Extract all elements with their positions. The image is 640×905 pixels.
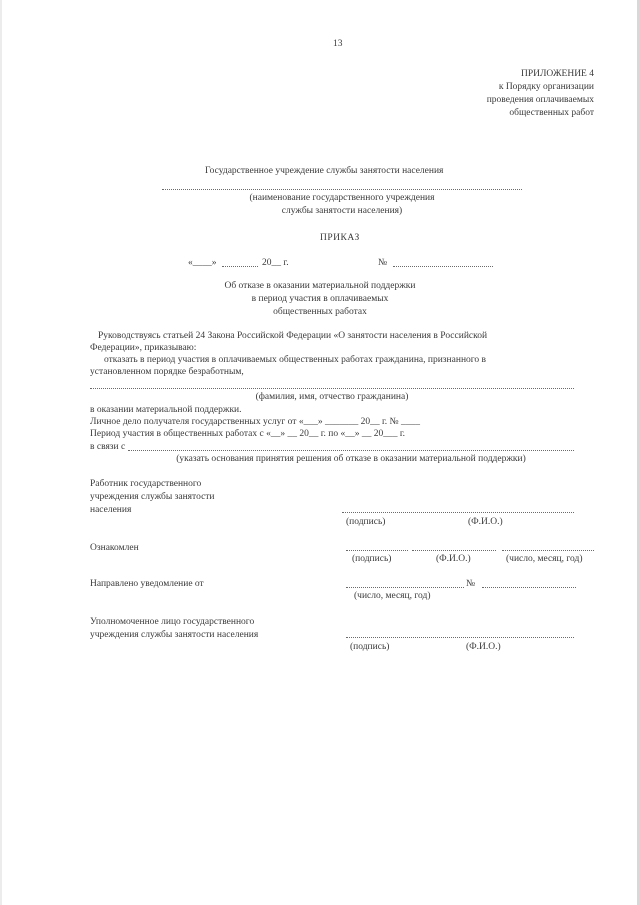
institution-hint-1: (наименование государственного учреждения	[249, 193, 435, 203]
order-number-label: №	[378, 258, 388, 268]
subject-line-1: Об отказе в оказании материальной поддержки	[224, 281, 416, 291]
acquainted-date-label: (число, месяц, год)	[506, 554, 583, 564]
body-paragraph-2-line-1: отказать в период участия в оплачиваемых общественных работах гражданина, признанного в	[104, 355, 487, 365]
appendix-line-3: общественных работ	[509, 108, 594, 118]
acquainted-date-line	[502, 550, 594, 551]
worker-label-line-2: учреждения службы занятости	[90, 492, 215, 502]
institution-underline	[162, 189, 522, 190]
appendix-title: ПРИЛОЖЕНИЕ 4	[520, 69, 594, 79]
body-paragraph-1-line-1: Руководствуясь статьей 24 Закона Российской Федерации «О занятости населения в Российской	[98, 331, 488, 341]
appendix-line-2: проведения оплачиваемых	[486, 95, 594, 105]
order-number-line	[393, 266, 493, 267]
authorized-signature-line	[346, 637, 574, 638]
acquainted-signature-line	[346, 550, 408, 551]
body-paragraph-2-line-2: установленном порядке безработным,	[90, 367, 244, 377]
worker-signature-label: (подпись)	[346, 517, 386, 527]
institution-name: Государственное учреждение службы занятости населения	[205, 166, 444, 176]
authorized-label-line-2: учреждения службы занятости населения	[90, 630, 259, 640]
notice-number-label: №	[466, 579, 476, 589]
institution-hint-2: службы занятости населения)	[281, 206, 403, 216]
order-date-year: 20__ г.	[262, 258, 289, 268]
notice-label: Направлено уведомление от	[90, 579, 204, 589]
acquainted-fio-label: (Ф.И.О.)	[436, 554, 471, 564]
personal-file-text: Личное дело получателя государственных услуг от «___» _______ 20__ г. № ____	[90, 417, 420, 427]
reason-hint: (указать основания принятия решения об отказе в оказании материальной поддержки)	[176, 454, 526, 464]
worker-label-line-3: населения	[90, 505, 132, 515]
reason-underline	[128, 450, 574, 451]
support-text: в оказании материальной поддержки.	[90, 405, 242, 415]
subject-line-3: общественных работах	[273, 307, 367, 317]
reason-prefix: в связи с	[90, 442, 126, 452]
body-paragraph-1-line-2: Федерации», приказываю:	[90, 343, 197, 353]
worker-label-line-1: Работник государственного	[90, 479, 202, 489]
authorized-label-line-1: Уполномоченное лицо государственного	[90, 617, 255, 627]
order-date-day: «____»	[188, 258, 217, 268]
authorized-signature-label: (подпись)	[350, 642, 390, 652]
notice-date-hint: (число, месяц, год)	[354, 591, 431, 601]
scan-edge-left	[0, 0, 2, 905]
acquainted-label: Ознакомлен	[90, 543, 139, 553]
notice-number-line	[482, 587, 576, 588]
authorized-fio-label: (Ф.И.О.)	[466, 642, 501, 652]
acquainted-fio-line	[412, 550, 496, 551]
fio-hint: (фамилия, имя, отчество гражданина)	[255, 392, 409, 402]
worker-signature-line	[342, 512, 574, 513]
order-date-month-line	[222, 266, 258, 267]
fio-underline	[90, 388, 574, 389]
period-text: Период участия в общественных работах с «__» __ 20__ г. по «__» __ 20___ г.	[90, 429, 406, 439]
order-title: ПРИКАЗ	[320, 233, 360, 243]
subject-line-2: в период участия в оплачиваемых	[251, 294, 389, 304]
appendix-line-1: к Порядку организации	[498, 82, 594, 92]
notice-date-line	[346, 587, 464, 588]
page-number: 13	[333, 39, 343, 49]
worker-fio-label: (Ф.И.О.)	[468, 517, 503, 527]
acquainted-signature-label: (подпись)	[352, 554, 392, 564]
